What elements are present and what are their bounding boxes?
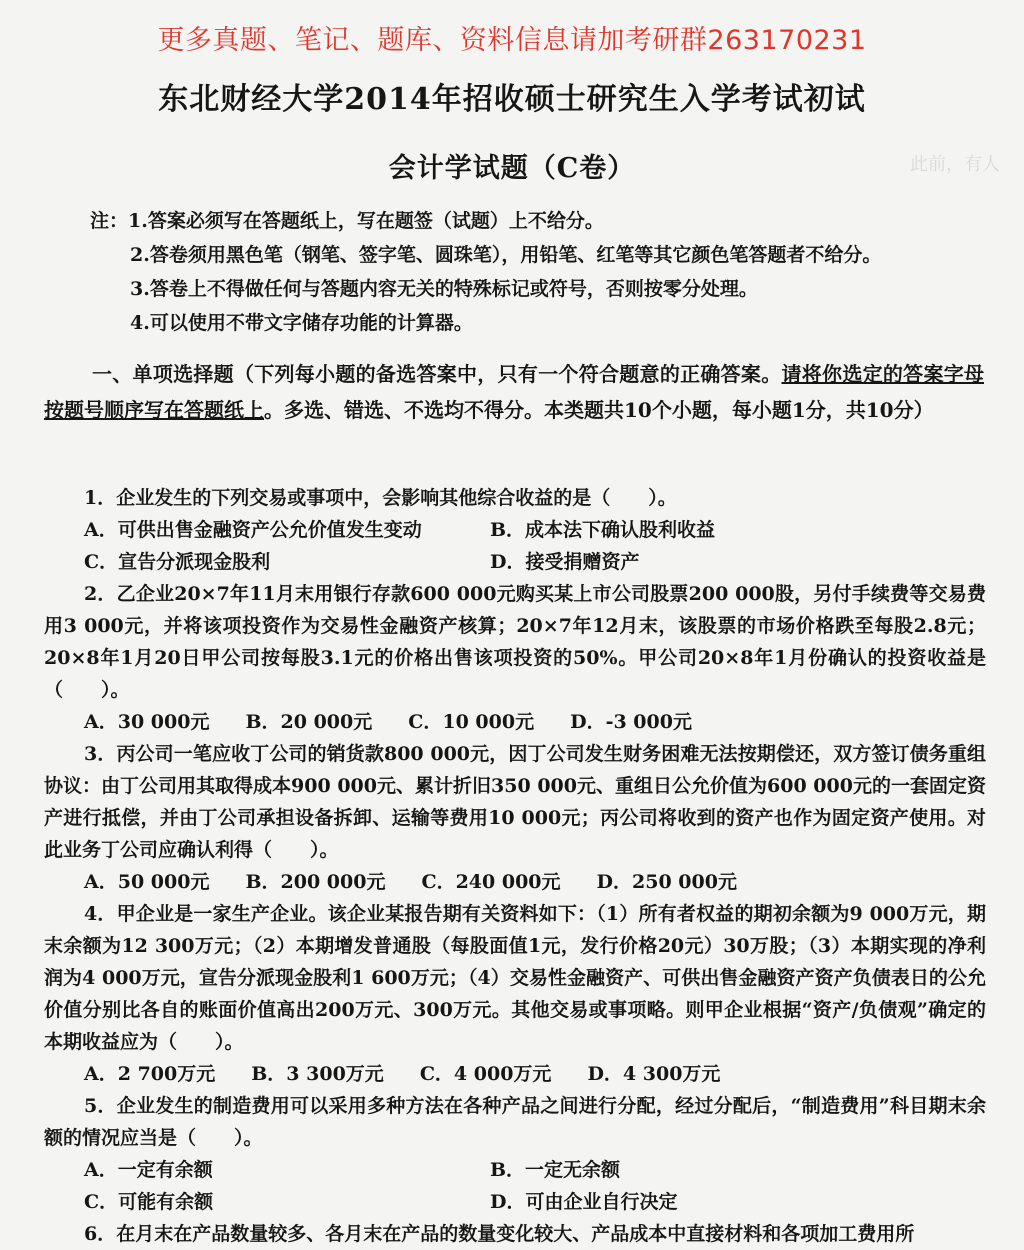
question-6-stem: 6．在月末在产品数量较多、各月末在产品的数量变化较大、产品成本中直接材料和各项加工费用所 <box>84 1223 915 1245</box>
note-2: 2.答卷须用黑色笔（钢笔、签字笔、圆珠笔），用铅笔、红笔等其它颜色笔答题者不给分。 <box>130 244 882 266</box>
question-2-option-a: A．30 000元 <box>84 711 210 733</box>
section-underlined-instruction: 请将你选定的答案字母按题号顺序写在答题纸上 <box>44 362 985 422</box>
question-2-option-c: C．10 000元 <box>408 711 535 733</box>
note-4: 4.可以使用不带文字储存功能的计算器。 <box>130 312 473 334</box>
exam-notes <box>90 204 980 340</box>
question-4-options <box>44 1058 986 1090</box>
question-4-option-d: D．4 300万元 <box>587 1063 721 1085</box>
question-4-option-b: B．3 300万元 <box>251 1063 384 1085</box>
question-list <box>44 482 986 1250</box>
question-1-option-a: A．可供出售金融资产公允价值发生变动 <box>84 519 422 541</box>
question-5-option-b: B．一定无余额 <box>490 1159 621 1181</box>
question-2-option-b: B．20 000元 <box>245 711 373 733</box>
question-2-option-d: D．-3 000元 <box>570 711 692 733</box>
question-5-option-a: A．一定有余额 <box>84 1159 213 1181</box>
question-1-option-c: C．宣告分派现金股利 <box>84 551 271 573</box>
exam-title: 东北财经大学2014年招收硕士研究生入学考试初试 <box>158 82 866 117</box>
question-5-options-row-1 <box>44 1154 986 1186</box>
question-5-option-c: C．可能有余额 <box>84 1191 214 1213</box>
question-1-options-row-2 <box>44 546 986 578</box>
exam-subtitle: 会计学试题（C卷） <box>388 153 636 184</box>
question-5-stem: 5．企业发生的制造费用可以采用多种方法在各种产品之间进行分配，经过分配后，“制造费用”科目期末余额的情况应当是（ ）。 <box>44 1095 986 1149</box>
note-1: 注：1.答案必须写在答题纸上，写在题签（试题）上不给分。 <box>90 210 604 232</box>
question-5-options-row-2 <box>44 1186 986 1218</box>
question-1-stem: 1．企业发生的下列交易或事项中，会影响其他综合收益的是（ ）。 <box>84 487 677 509</box>
note-3: 3.答卷上不得做任何与答题内容无关的特殊标记或符号，否则按零分处理。 <box>130 278 758 300</box>
section-rules: 。多选、错选、不选均不得分。本类题共10个小题，每小题1分，共10分） <box>264 398 934 422</box>
question-4-stem: 4．甲企业是一家生产企业。该企业某报告期有关资料如下：（1）所有者权益的期初余额为9 000万元，期末余额为12 300万元；（2）本期增发普通股（每股面值1元，发行价格20元）30万股；（3）本期实现的净利润为4 000万元，宣告分派现金股利1 600万元；（4）交易性金融资产、可供出售金融资产资产负债表日的公允价值分别比各自的账面价值高出200万元、300万元。其他交易或事项略。则甲企业根据“资产/负债观”确定的本期收益应为（ ）。 <box>44 903 986 1053</box>
section-heading <box>44 356 984 428</box>
question-3-options <box>44 866 986 898</box>
question-5-option-d: D．可由企业自行决定 <box>490 1191 678 1213</box>
question-1-option-b: B．成本法下确认股利收益 <box>490 519 716 541</box>
promo-banner: 更多真题、笔记、题库、资料信息请加考研群263170231 <box>157 25 867 56</box>
question-1-options-row-1 <box>44 514 986 546</box>
question-2-stem: 2．乙企业20×7年11月末用银行存款600 000元购买某上市公司股票200 000股，另付手续费等交易费用3 000元，并将该项投资作为交易性金融资产核算；20×7年12月末，该股票的市场价格跌至每股2.8元；20×8年1月20日甲公司按每股3.1元的价格出售该项投资的50%。甲公司20×8年1月份确认的投资收益是（ ）。 <box>44 583 986 701</box>
question-4-option-a: A．2 700万元 <box>84 1063 216 1085</box>
question-3-option-d: D．250 000元 <box>596 871 737 893</box>
question-4-option-c: C．4 000万元 <box>419 1063 552 1085</box>
question-2-options <box>44 706 986 738</box>
question-3-option-a: A．50 000元 <box>84 871 210 893</box>
question-1-option-d: D．接受捐赠资产 <box>490 551 640 573</box>
section-intro: 一、单项选择题（下列每小题的备选答案中，只有一个符合题意的正确答案。 <box>92 362 782 386</box>
question-3-stem: 3．丙公司一笔应收丁公司的销货款800 000元，因丁公司发生财务困难无法按期偿还，双方签订债务重组协议：由丁公司用其取得成本900 000元、累计折旧350 000元、重组日公允价值为600 000元的一套固定资产进行抵偿，并由丁公司承担设备拆卸、运输等费用10 000元；丙公司将收到的资产也作为固定资产使用。对此业务丁公司应确认利得（ ）。 <box>44 743 986 861</box>
bleed-through-text: 此前，有人 <box>910 154 1000 175</box>
question-3-option-b: B．200 000元 <box>245 871 386 893</box>
question-3-option-c: C．240 000元 <box>421 871 561 893</box>
